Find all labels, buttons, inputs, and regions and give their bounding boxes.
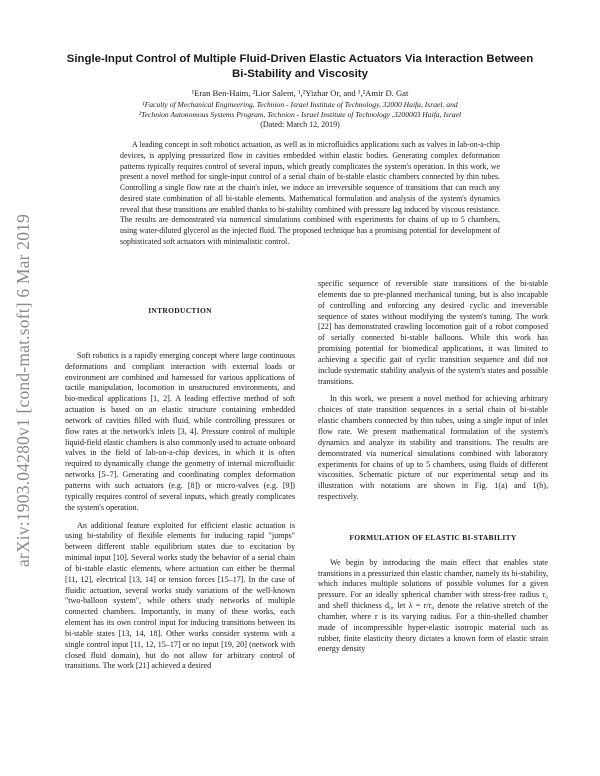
paragraph: An additional feature exploited for efficient elastic actuation is using bi-stability of flexible elements for inducing rapid "jumps" between different stable equilibrium states due to excitation by minimal input [10]. Several works study the behavior of a serial chain of bi-stable elastic elements, where actuation can either be thermal [11, 12], electrical [13, 14] or tension forces [15–17]. In the case of fluidic actuation, several works study variations of the well-known "two-balloon system", while others study networks of multiple connected chambers. Importantly, in many of these works, each element has its own control input for inducing transitions between its bi-stable states [13, 14, 18]. Other works consider systems with a single control input [11, 12, 15–17] or no input [19, 20] (network with closed fluid domain), but do not allow for arbitrary control of transitions. The work [21] achieved a desired xyxy=(65,520,295,671)
date-line: (Dated: March 12, 2019) xyxy=(260,120,340,129)
arxiv-identifier xyxy=(2,170,46,610)
abstract: A leading concept in soft robotics actuation, as well as in microfluidics applications such as valves in lab-on-a-chip devices, is applying pressurized flow in cavities embedded within elastic bodies. Generating complex deformation patterns typically requires control of several inputs, which greatly complicates the system's operation. In this work, we present a novel method for single-input control of a serial chain of bi-stable elastic chambers connected by thin tubes. Controlling a single flow rate at the chain's inlet, we induce an irreversible sequence of transitions that can reach any desired state combination of all bi-stable elements. Mathematical formulation and analysis of the system's dynamics reveal that these transitions are enabled thanks to bi-stability combined with pressure lag induced by viscous resistance. The results are demonstrated via numerical simulations combined with experiments for chains of up to 5 chambers, using water-diluted glycerol as the injected fluid. The proposed technique has a promising potential for development of sophisticated soft actuators with minimalistic control. xyxy=(120,140,500,246)
paragraph: Soft robotics is a rapidly emerging concept where large continuous deformations and compliant interaction with external loads or environment are combined and harnessed for various applications of tactile manipulation, locomotion in unstructured environments, and bio-medical applications [1, 2]. A leading effective method of soft actuation is based on an elastic structure containing embedded network of cavities filled with fluid, while controlling pressures or flow rates at the network's inlets [3, 4]. Pressure control of multiple liquid-field elastic chambers is also commonly used to actuate onboard valves in the field of lab-on-a-chip devices, in which it is often required to dynamically change the geometry of internal microfluidic networks [5–7]. Generating and coordinating complex deformation patterns with such actuators (e.g. [8]) or micro-valves (e.g. [9]) typically requires control of several inputs, which greatly complicates the system's operation. xyxy=(65,350,295,512)
affiliation-2: ²Technion Autonomous Systems Program, Technion - Israel Institute of Technology ,3200003 Haifa, Israel xyxy=(138,109,462,119)
right-column xyxy=(318,279,548,662)
paragraph: We begin by introducing the main effect that enables state transitions in a pressurized thin elastic chamber, namely its bi-stability, which induces multiple solutions of possible volumes for a given pressure. For an ideally spherical chamber with stress-free radius r₀ and shell thickness d₀, let λ = r/r₀ denote the relative stretch of the chamber, where r is its varying radius. For a thin-shelled chamber made of incompressible hyper-elastic isotropic material such as rubber, finite elasticity theory dictates a known form of elastic strain energy density xyxy=(318,557,548,654)
author-list: ¹Eran Ben-Haim, ²Lior Salem, ¹,²Yizhar Or, and ¹,²Amir D. Gat xyxy=(191,88,409,98)
section-heading-introduction: INTRODUCTION xyxy=(148,306,212,315)
left-column xyxy=(65,306,295,679)
arxiv-id-text: arXiv:1903.04280v1 [cond-mat.soft] 6 Mar 2019 xyxy=(13,213,34,567)
section-heading-formulation: FORMULATION OF ELASTIC BI-STABILITY xyxy=(349,532,517,542)
paper-title: Single-Input Control of Multiple Fluid-Driven Elastic Actuators Via Interaction Between Bi-Stability and Viscosity xyxy=(66,53,534,80)
paragraph: In this work, we present a novel method for achieving arbitrary choices of state transition sequences in a serial chain of bi-stable elastic chambers connected by thin tubes, using a single input of inlet flow rate. We present mathematical formulation of the system's dynamics and analyze its stability and transitions. The results are demonstrated via numerical simulations combined with laboratory experiments for chains of up to 5 chambers, using fluids of different viscosities. Schematic picture of our experimental setup and its illustration with notations are shown in Fig. 1(a) and 1(b), respectively. xyxy=(318,394,548,502)
affiliations xyxy=(70,100,530,119)
affiliation-1: ¹Faculty of Mechanical Engineering, Technion - Israel Institute of Technology, 32000 Haifa, Israel. and xyxy=(142,100,458,109)
paragraph: specific sequence of reversible state transitions of the bi-stable elements due to pre-planned mechanical tuning, but is also incapable of controlling and enforcing any desired cyclic and irreversible sequence of states without modifying the system's tuning. The work [22] has demonstrated crawling locomotion gait of a robot composed of serially connected bi-stable balloons. While this work has promising potential for biomedical applications, it was limited to achieving a specific gait of cyclic transition sequence and did not include systematic stability analysis of the system's states and possible transitions. xyxy=(318,279,548,386)
